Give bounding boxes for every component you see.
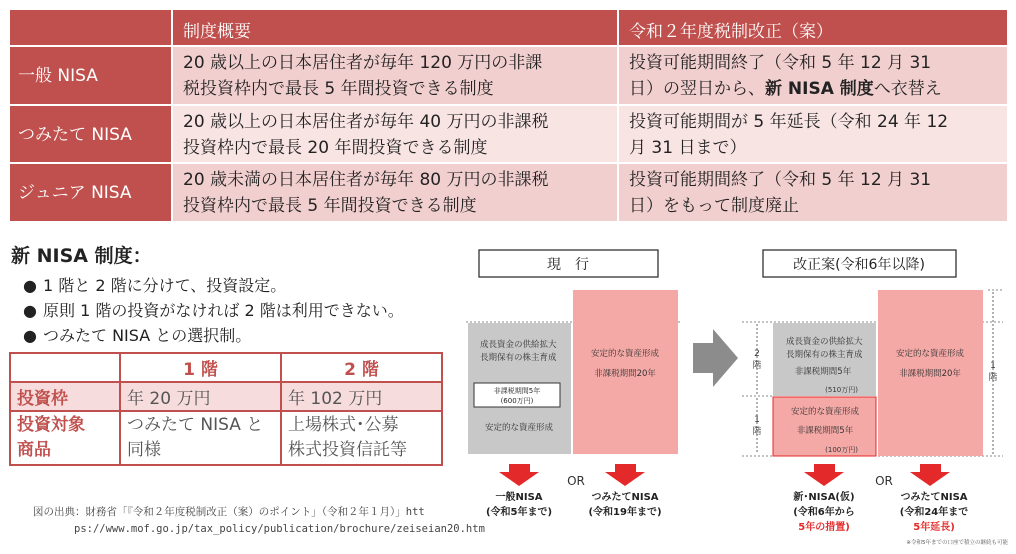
- cell-line: 同様: [127, 440, 161, 460]
- header-floor-2: 2 階: [281, 353, 442, 382]
- reform-title: 改正案(令和6年以降): [793, 257, 925, 273]
- box-text: 成長資金の供給拡大: [786, 337, 863, 347]
- box-text: 成長資金の供給拡大: [480, 340, 557, 350]
- down-arrow-icon: [499, 464, 539, 486]
- transition-arrow-icon: [693, 329, 738, 387]
- box-text: 長期保有の株主育成: [786, 350, 863, 360]
- box-text: 長期保有の株主育成: [480, 353, 557, 363]
- reform-line: 投資可能期間が 5 年延長（令和 24 年 12: [629, 112, 949, 132]
- caption-general-nisa: 一般NISA: [495, 492, 543, 503]
- diagram-footnote: ※令和5年までの口座で積立の継続も可能: [906, 540, 1008, 546]
- header-overview: 制度概要: [172, 9, 618, 46]
- row-label-general-nisa: 一般 NISA: [9, 46, 172, 105]
- table-cell: 年 102 万円: [281, 382, 442, 411]
- caption-new-nisa-start: (令和6年から: [793, 507, 855, 518]
- header-floor-1: 1 階: [120, 353, 281, 382]
- label-line: 商品: [17, 440, 51, 460]
- reform-line: 日）をもって制度廃止: [629, 196, 799, 216]
- box-text: (600万円): [500, 397, 534, 405]
- box-text: 安定的な資産形成: [895, 349, 965, 359]
- new-nisa-title: 新 NISA 制度：: [11, 245, 152, 267]
- reform-line: 投資可能期間終了（令和 5 年 12 月 31: [629, 53, 932, 73]
- right-floor-label: 1: [990, 361, 996, 371]
- box-text: 非課税期間5年: [794, 367, 852, 377]
- down-arrow-icon: [605, 464, 645, 486]
- box-text: 安定的な資産形成: [590, 349, 660, 359]
- box-text: (100万円): [825, 446, 858, 454]
- cell-line: 上場株式･公募: [288, 415, 399, 435]
- caption-new-nisa: 新･NISA(仮): [793, 492, 855, 503]
- bullet-text: つみたて NISA との選択制。: [43, 326, 252, 345]
- reform-line: 月 31 日まで）: [629, 138, 747, 158]
- overview-line: 投資枠内で最長 5 年間投資できる制度: [183, 196, 477, 216]
- right-floor-label: 階: [988, 373, 998, 383]
- bullet-text: 1 階と 2 階に分けて、投資設定。: [43, 276, 287, 295]
- overview-line: 税投資枠内で最長 5 年間投資できる制度: [183, 79, 494, 99]
- bullet-icon: ●: [23, 301, 37, 320]
- caption-general-nisa-period: (令和5年まで): [485, 507, 553, 518]
- caption-new-nisa-measure: 5年の措置): [798, 522, 850, 533]
- cell-line: 株式投資信託等: [288, 440, 407, 460]
- caption-tsumitate-nisa-new-period: (令和24年まで: [899, 507, 969, 518]
- caption-tsumitate-nisa-extension: 5年延長): [913, 522, 955, 533]
- caption-tsumitate-nisa-new: つみたてNISA: [900, 492, 968, 503]
- row-label-investment-limit: 投資枠: [10, 382, 120, 411]
- reform-text: へ衣替え: [873, 79, 942, 99]
- bullet-text: 原則 1 階の投資がなければ 2 階は利用できない。: [43, 301, 404, 320]
- or-label: OR: [567, 474, 585, 488]
- label-line: 投資対象: [17, 415, 85, 435]
- box-text: 安定的な資産形成: [484, 423, 554, 433]
- reform-text: 日）の翌日から、: [629, 79, 765, 99]
- floor-1-label: 1: [754, 415, 760, 425]
- header-reform: 令和２年度税制改正（案）: [618, 9, 1008, 46]
- cell-line: つみたて NISA と: [127, 415, 264, 435]
- reform-emphasis: 新 NISA 制度: [765, 79, 874, 99]
- caption-tsumitate-nisa-period: (令和19年まで): [588, 507, 662, 518]
- current-title: 現 行: [547, 257, 589, 273]
- caption-tsumitate-nisa: つみたてNISA: [591, 492, 659, 503]
- table-cell: 年 20 万円: [120, 382, 281, 411]
- source-line: 図の出典：財務省「『令和２年度税制改正（案）のポイント」（令和２年１月）」htt: [33, 506, 425, 518]
- or-label: OR: [875, 474, 893, 488]
- source-line: ps://www.mof.go.jp/tax_policy/publication/brochure/zeiseian20.htm: [74, 523, 485, 535]
- bullet-icon: ●: [23, 276, 37, 295]
- box-text: 非課税期間20年: [594, 369, 656, 379]
- reform-line: 投資可能期間終了（令和 5 年 12 月 31: [629, 170, 932, 190]
- overview-line: 投資枠内で最長 20 年間投資できる制度: [183, 138, 488, 158]
- down-arrow-icon: [804, 464, 844, 486]
- box-text: (510万円): [825, 386, 858, 394]
- down-arrow-icon: [910, 464, 950, 486]
- box-text: 安定的な資産形成: [790, 407, 860, 417]
- row-label-tsumitate-nisa: つみたて NISA: [9, 105, 172, 163]
- overview-line: 20 歳以上の日本居住者が毎年 40 万円の非課税: [183, 112, 549, 132]
- floor-1-label: 階: [752, 427, 762, 437]
- box-text: 非課税期間5年: [796, 426, 854, 436]
- floor-2-label: 2: [754, 349, 760, 359]
- overview-line: 20 歳未満の日本居住者が毎年 80 万円の非課税: [183, 170, 549, 190]
- floor-2-label: 階: [752, 361, 762, 371]
- box-text: 非課税期間20年: [899, 369, 961, 379]
- bullet-icon: ●: [23, 326, 37, 345]
- overview-line: 20 歳以上の日本居住者が毎年 120 万円の非課: [183, 53, 543, 73]
- box-text: 非課税期間5年: [493, 387, 541, 395]
- row-label-junior-nisa: ジュニア NISA: [9, 163, 172, 222]
